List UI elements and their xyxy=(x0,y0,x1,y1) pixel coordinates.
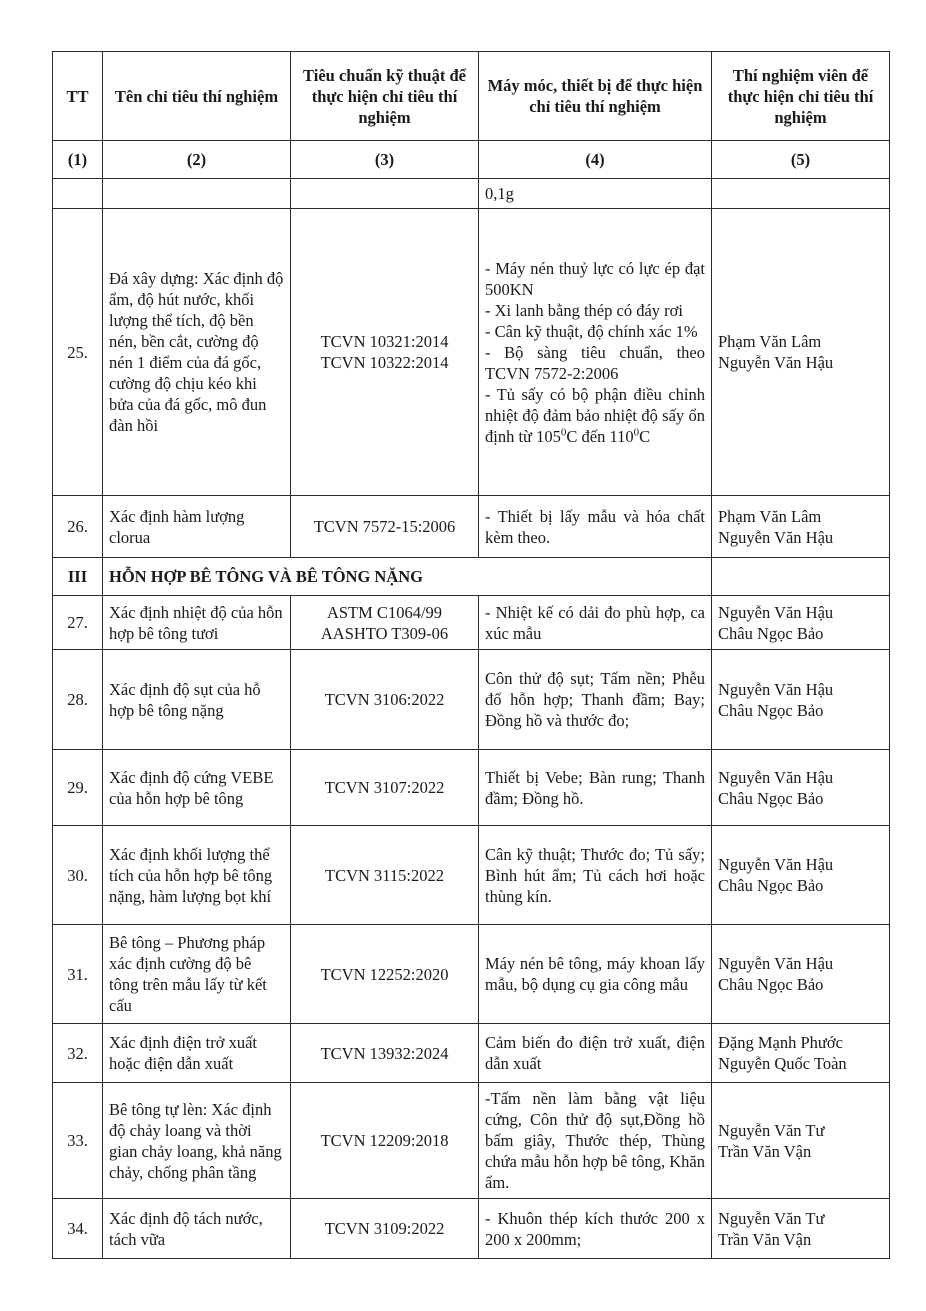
staff-name: Nguyễn Văn Tư xyxy=(718,1120,825,1140)
staff-cell xyxy=(712,496,890,558)
row-number: 28. xyxy=(53,650,103,750)
table-row xyxy=(53,496,890,558)
section-row xyxy=(53,558,890,596)
section-title: HỖN HỢP BÊ TÔNG VÀ BÊ TÔNG NẶNG xyxy=(103,558,712,596)
staff-cell xyxy=(712,209,890,496)
criteria-name: Bê tông tự lèn: Xác định độ chảy loang và thời gian chảy loang, khả năng chảy, chống phân tầng xyxy=(103,1083,291,1199)
col-index-3: (3) xyxy=(291,141,479,179)
equipment-cell: - Thiết bị lấy mẫu và hóa chất kèm theo. xyxy=(479,496,712,558)
table-row xyxy=(53,1083,890,1199)
header-tt: TT xyxy=(53,52,103,141)
table-row xyxy=(53,750,890,826)
column-index-row xyxy=(53,141,890,179)
staff-name: Châu Ngọc Bảo xyxy=(718,876,824,895)
table-row xyxy=(53,650,890,750)
staff-name: Nguyễn Văn Hậu xyxy=(718,767,834,787)
criteria-name: Bê tông – Phương pháp xác định cường độ bê tông trên mẫu lấy từ kết cấu xyxy=(103,925,291,1024)
table-row xyxy=(53,209,890,496)
row-number: 32. xyxy=(53,1024,103,1083)
equipment-cell: - Khuôn thép kích thước 200 x 200 x 200mm; xyxy=(479,1199,712,1259)
row-number: 25. xyxy=(53,209,103,496)
standard-code: TCVN 10322:2014 xyxy=(320,353,449,372)
criteria-name: Xác định độ tách nước, tách vữa xyxy=(103,1199,291,1259)
standard-code: TCVN 3107:2022 xyxy=(291,750,479,826)
staff-cell xyxy=(712,650,890,750)
staff-name: Nguyễn Quốc Toàn xyxy=(718,1054,847,1073)
standard-code: TCVN 7572-15:2006 xyxy=(291,496,479,558)
staff-cell xyxy=(712,1024,890,1083)
equipment-cell: Cân kỹ thuật; Thước đo; Tủ sấy; Bình hút ẩm; Tủ cách hơi hoặc thùng kín. xyxy=(479,826,712,925)
row-number: 26. xyxy=(53,496,103,558)
staff-name: Phạm Văn Lâm xyxy=(718,332,822,351)
col-index-1: (1) xyxy=(53,141,103,179)
staff-name: Nguyễn Văn Hậu xyxy=(718,527,834,547)
staff-name: Châu Ngọc Bảo xyxy=(718,700,824,720)
header-row xyxy=(53,52,890,141)
equipment-cell: Cảm biến đo điện trở xuất, điện dẫn xuất xyxy=(479,1024,712,1083)
criteria-name: Xác định độ cứng VEBE của hỗn hợp bê tông xyxy=(103,750,291,826)
equipment-cell: Thiết bị Vebe; Bàn rung; Thanh đầm; Đồng hồ. xyxy=(479,750,712,826)
header-equipment: Máy móc, thiết bị để thực hiện chỉ tiêu thí nghiệm xyxy=(479,52,712,141)
carryover-row xyxy=(53,179,890,209)
section-number: III xyxy=(53,558,103,596)
header-staff: Thí nghiệm viên để thực hiện chỉ tiêu thí nghiệm xyxy=(712,52,890,141)
criteria-name: Xác định điện trở xuất hoặc điện dẫn xuất xyxy=(103,1024,291,1083)
table-row xyxy=(53,1024,890,1083)
staff-name: Châu Ngọc Bảo xyxy=(718,623,824,643)
row-number: 31. xyxy=(53,925,103,1024)
header-standard: Tiêu chuẩn kỹ thuật để thực hiện chỉ tiêu thí nghiệm xyxy=(291,52,479,141)
standard-code: TCVN 13932:2024 xyxy=(291,1024,479,1083)
equipment-item: - Tủ sấy có bộ phận điều chỉnh nhiệt độ đảm bảo nhiệt độ sấy ổn định từ $105^0C$ đến $110^0C$ xyxy=(485,384,705,446)
row-number: 33. xyxy=(53,1083,103,1199)
row-number: 27. xyxy=(53,596,103,650)
degree-superscript: 0 xyxy=(560,426,567,438)
table-row xyxy=(53,596,890,650)
staff-name: Đặng Mạnh Phước xyxy=(718,1033,843,1052)
row-number: 29. xyxy=(53,750,103,826)
staff-name: Trần Văn Vận xyxy=(718,1229,812,1249)
standard-code: TCVN 3109:2022 xyxy=(291,1199,479,1259)
standard-code: TCVN 3106:2022 xyxy=(291,650,479,750)
row-number: 30. xyxy=(53,826,103,925)
equipment-cell xyxy=(479,209,712,496)
carryover-equipment: 0,1g xyxy=(479,179,712,209)
standard-cell xyxy=(291,596,479,650)
criteria-name: Xác định khối lượng thể tích của hỗn hợp bê tông nặng, hàm lượng bọt khí xyxy=(103,826,291,925)
table-row xyxy=(53,1199,890,1259)
staff-cell xyxy=(712,1199,890,1259)
standard-code: TCVN 3115:2022 xyxy=(291,826,479,925)
equipment-cell: - Nhiệt kế có dải đo phù hợp, ca xúc mẫu xyxy=(479,596,712,650)
staff-cell xyxy=(712,596,890,650)
standard-code: TCVN 10321:2014 xyxy=(320,332,449,351)
degree-superscript: 0 xyxy=(633,426,640,438)
equipment-item: - Xi lanh bằng thép có đáy rơi xyxy=(485,300,683,320)
staff-name: Nguyễn Văn Tư xyxy=(718,1208,825,1228)
staff-name: Nguyễn Văn Hậu xyxy=(718,602,834,622)
col-index-4: (4) xyxy=(479,141,712,179)
staff-cell xyxy=(712,1083,890,1199)
equipment-item: - Bộ sàng tiêu chuẩn, theo TCVN 7572-2:2006 xyxy=(485,342,705,383)
criteria-name: Đá xây dựng: Xác định độ ẩm, độ hút nước, khối lượng thể tích, độ bền nén, bền cắt, cường độ nén 1 điểm của đá gốc, cường độ chịu kéo khi bửa của đá gốc, mô đun đàn hồi xyxy=(103,209,291,496)
standard-code: ASTM C1064/99 xyxy=(326,602,443,622)
test-criteria-table xyxy=(52,51,890,1259)
standard-code: TCVN 12209:2018 xyxy=(291,1083,479,1199)
staff-name: Phạm Văn Lâm xyxy=(718,506,822,526)
equipment-item: - Cân kỹ thuật, độ chính xác 1% xyxy=(485,321,698,341)
header-name: Tên chỉ tiêu thí nghiệm xyxy=(103,52,291,141)
table-row xyxy=(53,826,890,925)
col-index-5: (5) xyxy=(712,141,890,179)
equipment-item: - Máy nén thuỷ lực có lực ép đạt 500KN xyxy=(485,258,705,299)
criteria-name: Xác định hàm lượng clorua xyxy=(103,496,291,558)
equipment-cell: -Tấm nền làm bằng vật liệu cứng, Côn thử độ sụt,Đồng hồ bấm giây, Thước thép, Thùng chứa mẫu hỗn hợp bê tông, Khăn ẩm. xyxy=(479,1083,712,1199)
standard-code: AASHTO T309-06 xyxy=(320,623,449,643)
staff-name: Nguyễn Văn Hậu xyxy=(718,353,834,372)
staff-name: Trần Văn Vận xyxy=(718,1141,812,1161)
criteria-name: Xác định nhiệt độ của hỗn hợp bê tông tươi xyxy=(103,596,291,650)
row-number: 34. xyxy=(53,1199,103,1259)
staff-cell xyxy=(712,826,890,925)
standard-code: TCVN 12252:2020 xyxy=(291,925,479,1024)
staff-name: Nguyễn Văn Hậu xyxy=(718,855,834,874)
standard-cell xyxy=(291,209,479,496)
staff-name: Châu Ngọc Bảo xyxy=(718,788,824,808)
equipment-cell: Máy nén bê tông, máy khoan lấy mẫu, bộ dụng cụ gia công mẫu xyxy=(479,925,712,1024)
staff-name: Nguyễn Văn Hậu xyxy=(718,954,834,973)
staff-name: Châu Ngọc Bảo xyxy=(718,975,824,994)
staff-cell xyxy=(712,925,890,1024)
staff-name: Nguyễn Văn Hậu xyxy=(718,679,834,699)
col-index-2: (2) xyxy=(103,141,291,179)
equipment-cell: Côn thử độ sụt; Tấm nền; Phễu đổ hỗn hợp; Thanh đầm; Bay; Đồng hồ và thước đo; xyxy=(479,650,712,750)
criteria-name: Xác định độ sụt của hỗ hợp bê tông nặng xyxy=(103,650,291,750)
staff-cell xyxy=(712,750,890,826)
table-row xyxy=(53,925,890,1024)
